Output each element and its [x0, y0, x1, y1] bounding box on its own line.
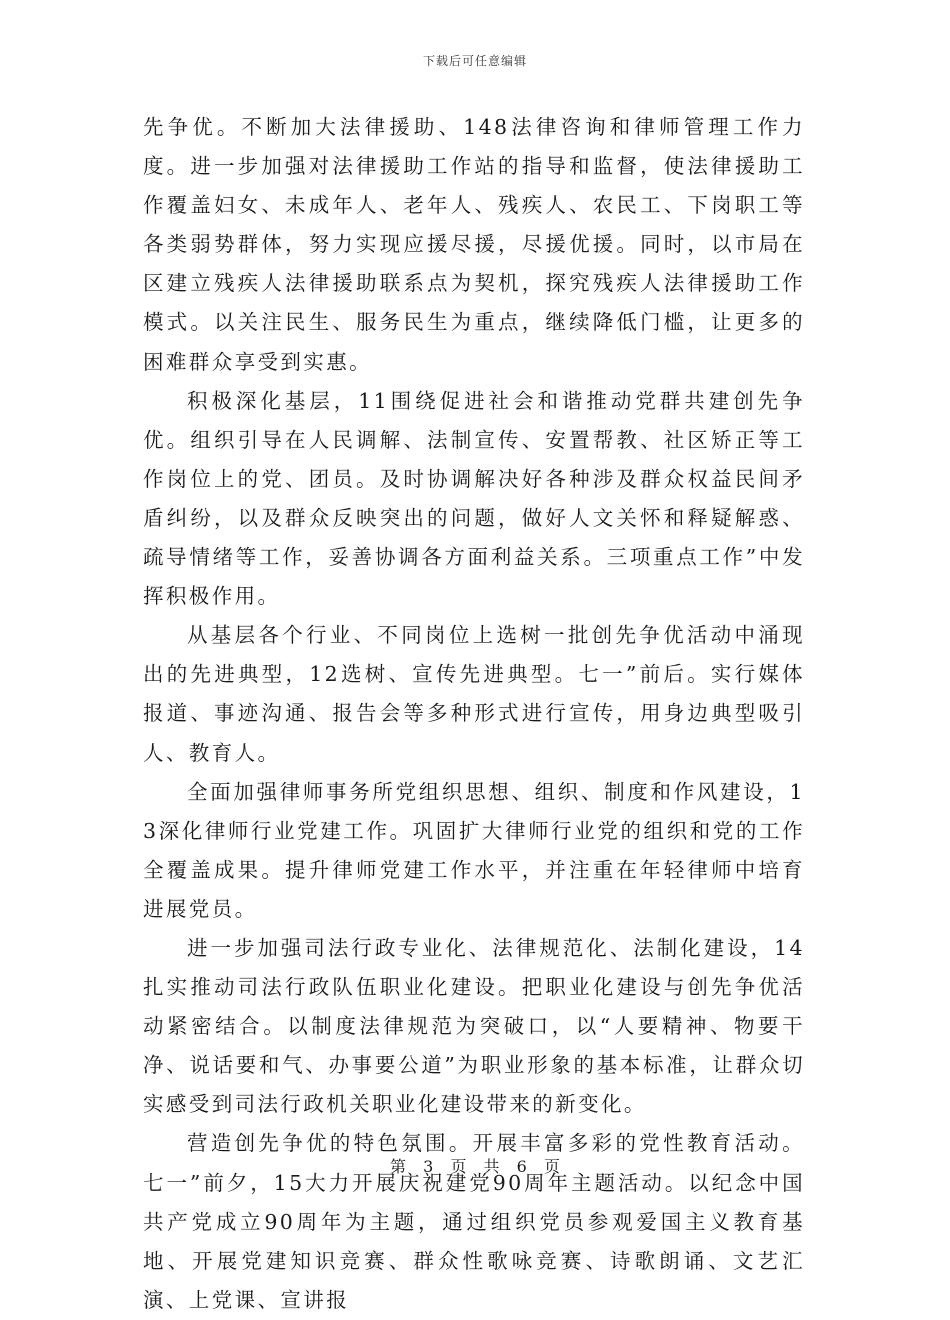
- paragraph-2: 积极深化基层，11围绕促进社会和谐推动党群共建创先争优。组织引导在人民调解、法制宣传、安置帮教、社区矫正等工作岗位上的党、团员。及时协调解决好各种涉及群众权益民间矛盾纠纷，以及群众反映突出的问题，做好人文关怀和释疑解惑、疏导情绪等工作，妥善协调各方面利益关系。三项重点工作”中发挥积极作用。: [143, 388, 805, 609]
- footer-middle: 页: [450, 1157, 467, 1176]
- footer-of: 共: [483, 1157, 500, 1176]
- paragraph-4: 全面加强律师事务所党组织思想、组织、制度和作风建设，13深化律师行业党建工作。巩固扩大律师行业党的组织和党的工作全覆盖成果。提升律师党建工作水平，并注重在年轻律师中培育进展党员。: [143, 779, 805, 921]
- footer-suffix: 页: [543, 1157, 560, 1176]
- document-body: [143, 108, 805, 1320]
- current-page-number: 3: [423, 1157, 434, 1176]
- paragraph-1: 先争优。不断加大法律援助、148法律咨询和律师管理工作力度。进一步加强对法律援助工作站的指导和监督，使法律援助工作覆盖妇女、未成年人、老年人、残疾人、农民工、下岗职工等各类弱势群体，努力实现应援尽援，尽援优援。同时，以市局在区建立残疾人法律援助联系点为契机，探究残疾人法律援助工作模式。以关注民生、服务民生为重点，继续降低门槛，让更多的困难群众享受到实惠。: [143, 115, 805, 374]
- paragraph-5: 进一步加强司法行政专业化、法律规范化、法制化建设，14扎实推动司法行政队伍职业化建设。把职业化建设与创先争优活动紧密结合。以制度法律规范为突破口，以“人要精神、物要干净、说话要和气、办事要公道”为职业形象的基本标准，让群众切实感受到司法行政机关职业化建设带来的新变化。: [143, 935, 805, 1117]
- total-pages-number: 6: [516, 1157, 527, 1176]
- footer-prefix: 第: [390, 1157, 407, 1176]
- paragraph-3: 从基层各个行业、不同岗位上选树一批创先争优活动中涌现出的先进典型，12选树、宣传先进典型。七一”前后。实行媒体报道、事迹沟通、报告会等多种形式进行宣传，用身边典型吸引人、教育人。: [143, 623, 805, 765]
- page-footer: [0, 1154, 950, 1177]
- paragraph-6: 营造创先争优的特色氛围。开展丰富多彩的党性教育活动。七一”前夕，15大力开展庆祝建党90周年主题活动。以纪念中国共产党成立90周年为主题，通过组织党员参观爱国主义教育基地、开展党建知识竞赛、群众性歌咏竞赛、诗歌朗诵、文艺汇演、上党课、宣讲报: [143, 1131, 805, 1312]
- page-header: 下载后可任意编辑: [422, 54, 527, 68]
